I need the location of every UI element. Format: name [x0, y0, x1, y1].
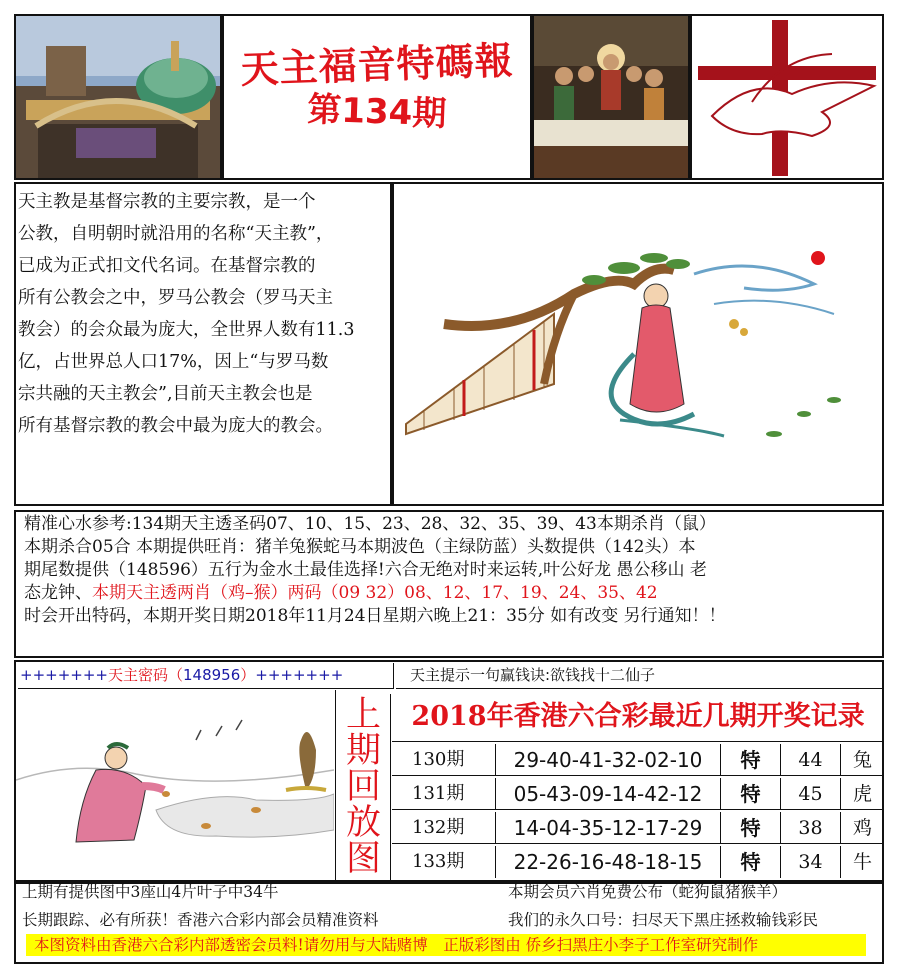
header-cross-panel: [690, 14, 884, 180]
last-issue-review-label: [337, 694, 391, 880]
record-special-label: 特: [720, 744, 780, 776]
password-bar: [18, 663, 394, 689]
record-row: [392, 846, 884, 878]
review-char: 上: [345, 695, 381, 735]
record-special-label: 特: [720, 812, 780, 844]
kneeling-figure-image: [16, 690, 334, 880]
password-close: ）: [240, 666, 256, 684]
intro-line: 亿，占世界总人口17%，因上“与罗马数: [18, 352, 329, 372]
cross-dove-icon: [692, 16, 882, 178]
footer: [18, 878, 884, 962]
review-char: 期: [345, 731, 381, 771]
record-special-number: 45: [780, 778, 840, 810]
records-title: 2018年香港六合彩最近几期开奖记录: [392, 692, 884, 742]
record-zodiac: 牛: [840, 846, 884, 878]
cathedral-image: [16, 16, 220, 178]
review-char: 放: [345, 803, 381, 843]
record-zodiac: 虎: [840, 778, 884, 810]
reference-text-red: 本期天主透两肖（鸡–猴）两码（09 32）08、12、17、19、24、35、42: [92, 583, 658, 603]
record-special-label: 特: [720, 778, 780, 810]
lady-under-tree-image: [394, 184, 882, 504]
record-numbers: 05-43-09-14-42-12: [495, 778, 720, 810]
intro-line: 公教，自明朝时就沿用的名称“天主教”，: [18, 224, 334, 244]
footer-tracking-note: 长期跟踪、必有所获！香港六合彩内部会员精准资料: [22, 911, 379, 929]
intro-line: 宗共融的天主教会”,目前天主教会也是: [18, 384, 313, 404]
reference-line: 期尾数提供（148596）五行为金水土最佳选择!六合无绝对时来运转,叶公好龙 愚公移山 老: [24, 560, 707, 580]
record-zodiac: 兔: [840, 744, 884, 776]
record-special-label: 特: [720, 846, 780, 878]
record-issue: 130期: [412, 749, 465, 770]
tip-text: 天主提示一句赢钱诀:欲钱找十二仙子: [396, 663, 884, 689]
review-char: 图: [345, 839, 381, 879]
intro-line: 所有基督宗教的教会中最为庞大的教会。: [18, 416, 333, 436]
intro-line: 已成为正式扣文代名词。在基督宗教的: [18, 256, 316, 276]
reference-line: 本期杀合05合 本期提供旺肖：猪羊兔猴蛇马本期波色（主绿防蓝）头数提供（142头）本: [24, 537, 696, 557]
monk-image-panel: [16, 690, 336, 880]
page-title: 天主福音特碼報: [239, 38, 515, 92]
record-special-number: 34: [780, 846, 840, 878]
password-label: 天主密码（: [107, 666, 183, 684]
reference-line: 精准心水参考:134期天主透圣码07、10、15、23、28、32、35、39、43本期杀肖（鼠）: [24, 514, 716, 534]
password-code: 148956: [183, 666, 241, 684]
record-numbers: 14-04-35-12-17-29: [495, 812, 720, 844]
intro-text: [18, 186, 388, 502]
footer-last-issue-note: 上期有提供图中3座山4片叶子中34牛: [22, 883, 279, 901]
reference-line: 时会开出特码，本期开奖日期2018年11月24日星期六晚上21：35分 如有改变 另行通知！！: [24, 606, 726, 626]
password-plus-right: +++++++: [255, 666, 344, 684]
reference-text-black: 态龙钟、: [24, 583, 92, 603]
record-special-number: 38: [780, 812, 840, 844]
footer-slogan: 我们的永久口号：扫尽天下黑庄拯救输钱彩民: [508, 911, 819, 929]
intro-line: 教会）的会众最为庞大，全世界人数有11.3: [18, 320, 355, 340]
record-zodiac: 鸡: [840, 812, 884, 844]
reference-line-mixed: [18, 582, 884, 605]
header-photo-supper: [532, 14, 690, 180]
record-row: [392, 778, 884, 810]
header-title-panel: [222, 14, 532, 180]
review-char: 回: [345, 767, 381, 807]
record-row: [392, 812, 884, 844]
footer-banner: 本图资料由香港六合彩内部透密会员料!请勿用与大陆赌博 正版彩图由 侨乡扫黑庄小李子工作室研究制作: [26, 934, 866, 956]
record-issue: 131期: [412, 783, 465, 804]
issue-number: 第134期: [306, 89, 448, 135]
record-issue: 133期: [412, 851, 465, 872]
intro-line: 所有公教会之中，罗马公教会（罗马天主: [18, 288, 333, 308]
painting-panel: [392, 182, 884, 506]
intro-line: 天主教是基督宗教的主要宗教，是一个: [18, 192, 316, 212]
record-issue: 132期: [412, 817, 465, 838]
record-numbers: 29-40-41-32-02-10: [495, 744, 720, 776]
reference-text: [18, 513, 884, 656]
header-photo-cathedral: [14, 14, 222, 180]
footer-member-zodiacs: 本期会员六肖免费公布（蛇狗鼠猪猴羊）: [508, 883, 788, 901]
password-plus-left: +++++++: [20, 666, 108, 684]
last-supper-image: [534, 16, 688, 178]
record-numbers: 22-26-16-48-18-15: [495, 846, 720, 878]
record-row: [392, 744, 884, 776]
record-special-number: 44: [780, 744, 840, 776]
